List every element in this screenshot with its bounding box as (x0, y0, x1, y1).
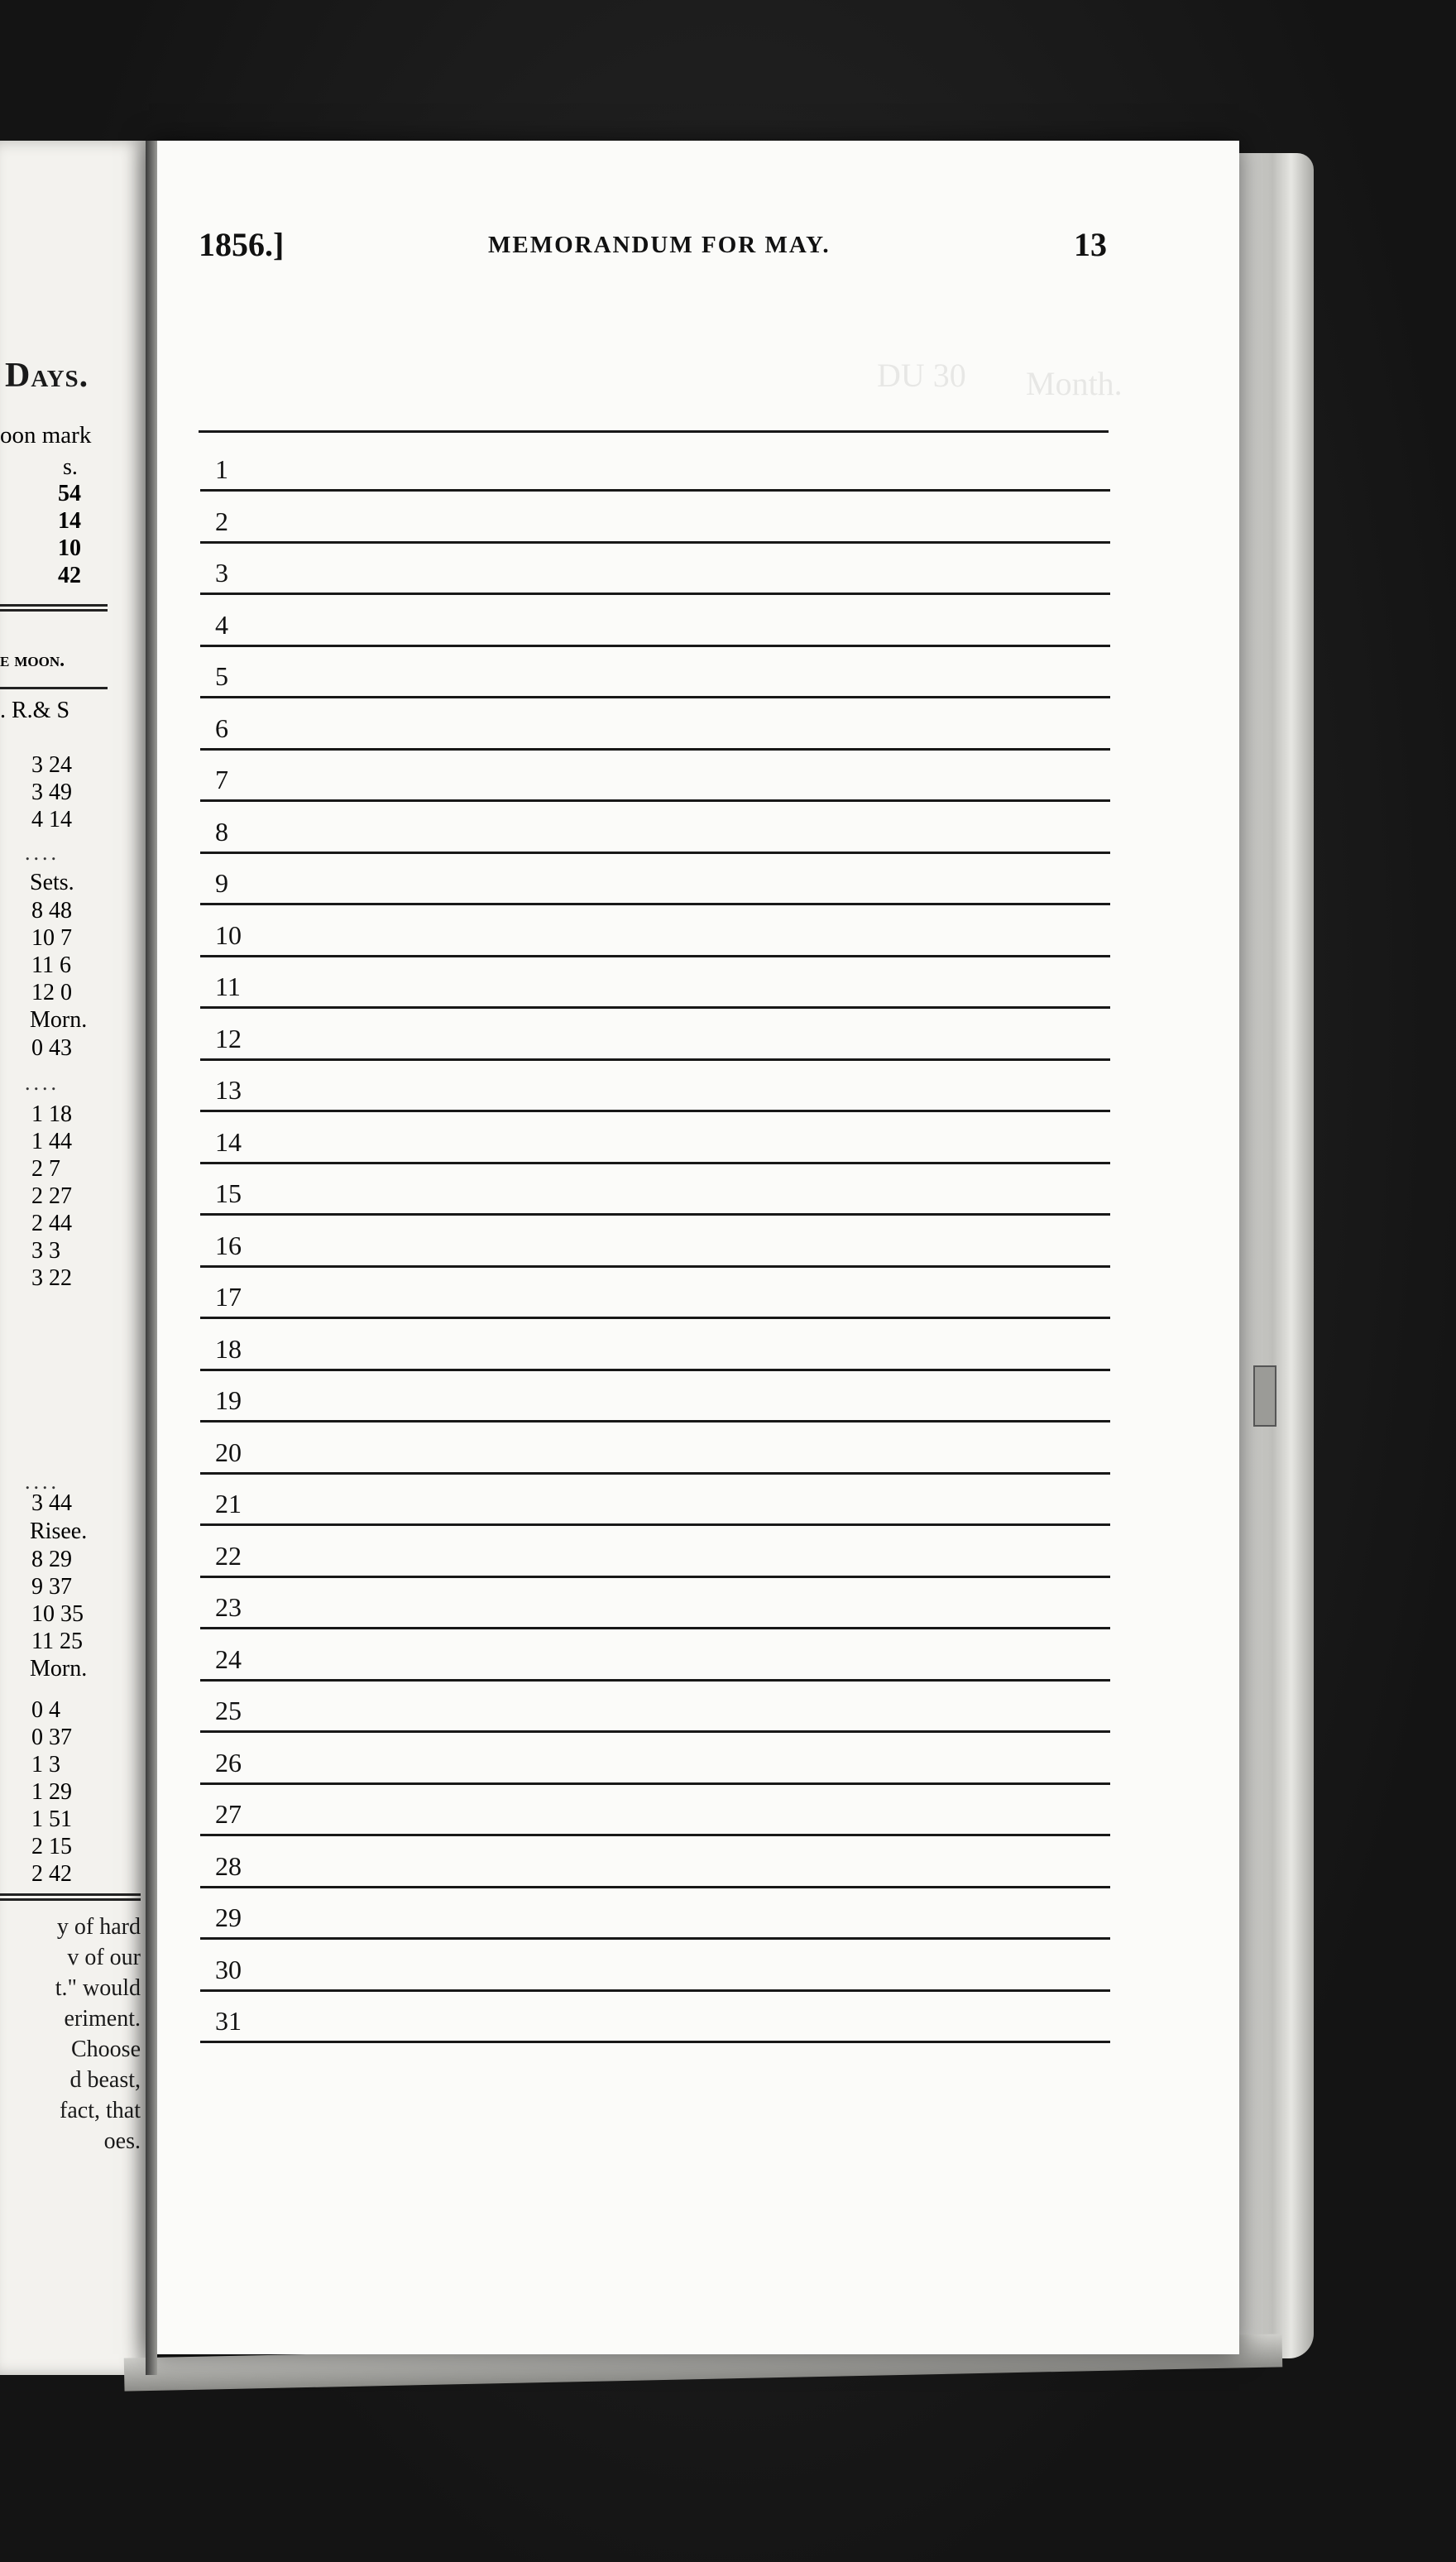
day-row[interactable] (192, 957, 1110, 1009)
day-row[interactable] (192, 1785, 1110, 1836)
day-row[interactable] (192, 1010, 1110, 1061)
day-number: 1 (215, 454, 228, 484)
page-number: 13 (1074, 226, 1107, 263)
left-value: 8 29 (31, 1547, 72, 1572)
day-number: 17 (215, 1282, 242, 1312)
left-value: 2 27 (31, 1183, 72, 1209)
left-col-header-1: oon mark (0, 422, 92, 449)
book-gutter (146, 141, 157, 2375)
day-number: 23 (215, 1592, 242, 1622)
day-row[interactable] (192, 1888, 1110, 1940)
left-value: 10 (58, 535, 81, 561)
day-number: 3 (215, 558, 228, 588)
day-number: 27 (215, 1799, 242, 1829)
left-value: 10 7 (31, 925, 72, 951)
day-row[interactable] (192, 1992, 1110, 2043)
left-value: 0 43 (31, 1035, 72, 1061)
day-row[interactable] (192, 803, 1110, 854)
left-value: 1 3 (31, 1752, 60, 1778)
left-value: 0 37 (31, 1725, 72, 1750)
left-value: eriment. (64, 2006, 141, 2032)
left-value: 1 51 (31, 1806, 72, 1832)
page-title: MEMORANDUM FOR MAY. (488, 232, 831, 258)
day-row[interactable] (192, 1061, 1110, 1112)
left-value: 1 29 (31, 1779, 72, 1805)
left-rows-b (31, 897, 72, 1006)
left-value: 2 15 (31, 1834, 72, 1859)
day-number: 20 (215, 1437, 242, 1467)
day-row[interactable] (192, 1371, 1110, 1423)
day-number: 4 (215, 609, 228, 640)
left-rs-header: . R.& S (0, 698, 70, 723)
day-row[interactable] (192, 1734, 1110, 1785)
left-value: 11 25 (31, 1629, 83, 1654)
left-value: 0 4 (31, 1697, 60, 1723)
left-rows-a (31, 751, 72, 833)
page-year: 1856.] (199, 226, 285, 263)
left-rows-e (31, 1490, 72, 1517)
left-dots: .... (25, 841, 60, 865)
day-number: 15 (215, 1178, 242, 1208)
day-number: 24 (215, 1643, 242, 1674)
left-value: 4 14 (31, 807, 72, 832)
page-tab (1253, 1365, 1276, 1427)
day-number: 28 (215, 1850, 242, 1881)
left-value: 9 37 (31, 1574, 72, 1600)
left-value: 2 44 (31, 1211, 72, 1236)
day-number: 2 (215, 506, 228, 536)
left-rows-f (31, 1546, 84, 1655)
day-row[interactable] (192, 1578, 1110, 1629)
day-number: 11 (215, 972, 241, 1001)
day-number: 9 (215, 868, 228, 898)
left-value: 12 0 (31, 980, 72, 1005)
left-rule (0, 687, 108, 689)
left-dots: .... (25, 1071, 60, 1095)
left-value: 2 7 (31, 1156, 60, 1182)
day-row[interactable] (192, 492, 1110, 544)
day-number: 16 (215, 1230, 242, 1260)
day-number: 26 (215, 1747, 242, 1778)
day-row[interactable] (192, 1527, 1110, 1578)
left-value: 3 24 (31, 752, 72, 778)
left-value: 1 44 (31, 1129, 72, 1154)
day-number: 25 (215, 1696, 242, 1725)
left-paragraph (0, 1912, 141, 2157)
day-number: 31 (215, 2006, 242, 2036)
day-number: 7 (215, 765, 228, 794)
day-row[interactable] (192, 1630, 1110, 1682)
left-sets-label: Sets. (30, 870, 74, 895)
day-number: 10 (215, 919, 242, 950)
day-row[interactable] (192, 544, 1110, 595)
left-rule (0, 604, 108, 607)
left-value: Choose (71, 2037, 141, 2062)
day-number: 12 (215, 1023, 242, 1053)
day-row[interactable] (192, 1216, 1110, 1268)
day-number: 5 (215, 661, 228, 691)
day-number: 19 (215, 1385, 242, 1415)
day-number: 30 (215, 1954, 242, 1984)
memorandum-page: DU 30 Month. (149, 141, 1239, 2354)
left-dots: .... (25, 1470, 60, 1494)
left-value: 3 49 (31, 780, 72, 805)
day-number: 8 (215, 816, 228, 847)
left-value: fact, that (60, 2098, 141, 2123)
left-rows-g (31, 1696, 72, 1888)
left-value: t." would (55, 1975, 141, 2001)
left-value: 1 18 (31, 1101, 72, 1127)
left-value: 3 3 (31, 1238, 60, 1264)
day-row[interactable] (192, 1423, 1110, 1475)
day-number: 22 (215, 1540, 242, 1571)
left-value: 3 22 (31, 1265, 72, 1291)
day-row[interactable] (192, 1320, 1110, 1371)
left-value: d beast, (69, 2067, 141, 2093)
left-rows-d (31, 1101, 72, 1292)
left-value: 54 (58, 481, 81, 506)
top-rule (199, 430, 1109, 433)
day-number: 18 (215, 1333, 242, 1364)
left-col-header-2: s. (63, 454, 78, 480)
day-row[interactable] (192, 647, 1110, 698)
left-value: 10 35 (31, 1601, 84, 1627)
left-section-label: e moon. (0, 650, 65, 671)
writing-line (200, 2041, 1110, 2043)
day-row[interactable] (192, 751, 1110, 802)
previous-page (0, 141, 149, 2375)
day-number: 29 (215, 1902, 242, 1932)
left-value: oes. (103, 2128, 141, 2154)
left-value: 42 (58, 563, 81, 588)
left-rule (0, 1898, 141, 1901)
left-rows-c (31, 1034, 72, 1062)
day-row[interactable] (192, 854, 1110, 905)
day-row[interactable] (192, 596, 1110, 647)
left-rule (0, 1893, 141, 1896)
left-value: 11 6 (31, 952, 71, 978)
left-value: 3 44 (31, 1490, 72, 1516)
left-morn-label-2: Morn. (30, 1656, 88, 1682)
day-row[interactable] (192, 699, 1110, 751)
left-top-values (58, 480, 81, 589)
left-value: v of our (67, 1945, 141, 1970)
page-edge (1239, 153, 1314, 2358)
left-risee-label: Risee. (30, 1518, 88, 1544)
day-row[interactable] (192, 1837, 1110, 1888)
day-row[interactable] (192, 1475, 1110, 1526)
left-value: y of hard (56, 1914, 141, 1940)
day-row[interactable] (192, 1113, 1110, 1164)
day-number: 21 (215, 1489, 242, 1518)
day-number: 13 (215, 1075, 242, 1105)
left-morn-label-1: Morn. (30, 1007, 88, 1033)
day-row[interactable] (192, 1164, 1110, 1216)
day-number: 6 (215, 712, 228, 743)
left-value: 2 42 (31, 1861, 72, 1887)
left-value: 14 (58, 508, 81, 534)
day-number: 14 (215, 1126, 242, 1157)
day-row[interactable] (192, 906, 1110, 957)
day-row[interactable] (192, 440, 1110, 492)
day-row[interactable] (192, 1268, 1110, 1319)
day-row[interactable] (192, 1941, 1110, 1992)
left-page-heading: Days. (5, 357, 89, 395)
left-value: 8 48 (31, 898, 72, 924)
page-header (0, 225, 1456, 275)
left-rule (0, 609, 108, 612)
day-row[interactable] (192, 1682, 1110, 1733)
